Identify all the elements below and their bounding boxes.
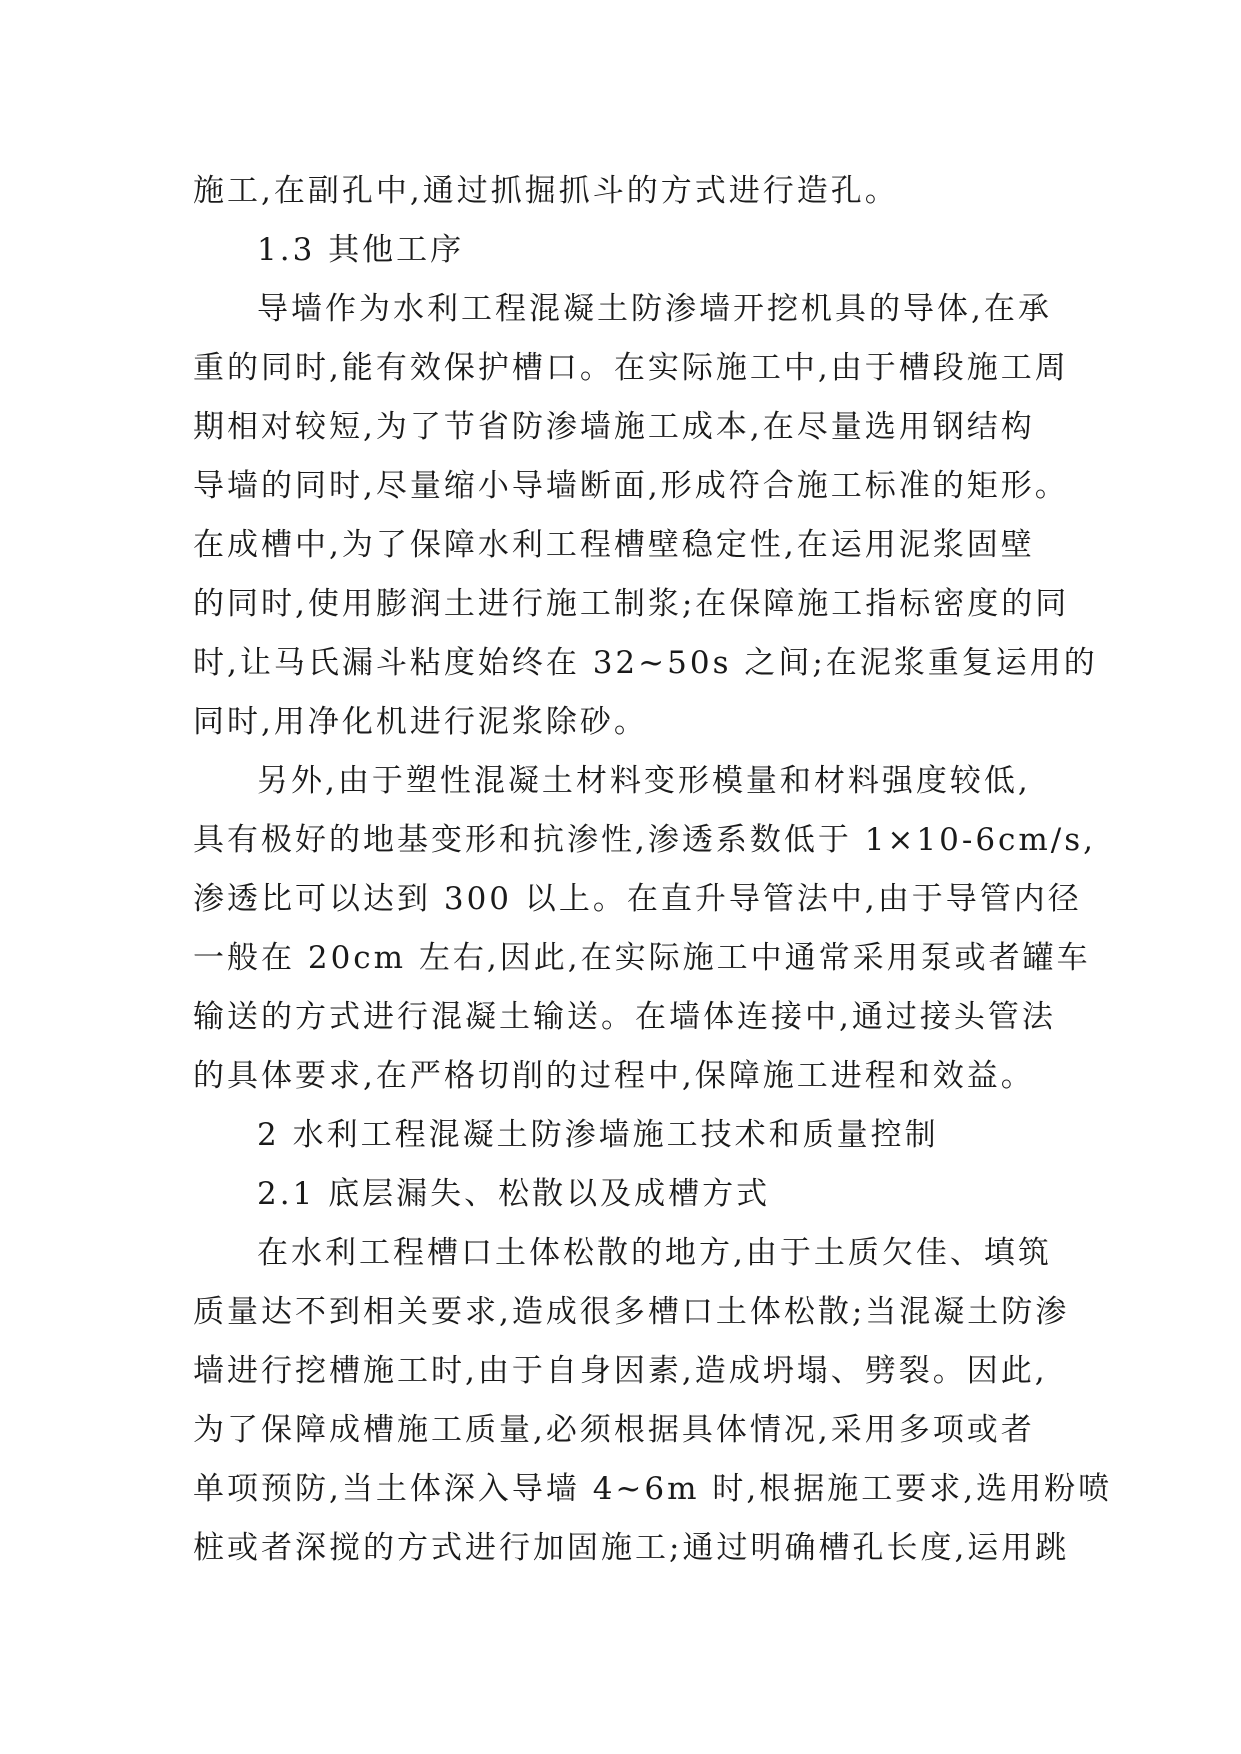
text-line-continuation: 施工,在副孔中,通过抓掘抓斗的方式进行造孔。 (193, 173, 899, 209)
paragraph-line: 在成槽中,为了保障水利工程槽壁稳定性,在运用泥浆固壁 (193, 527, 1035, 563)
paragraph-line: 桩或者深搅的方式进行加固施工;通过明确槽孔长度,运用跳 (193, 1530, 1070, 1566)
section-heading-2-1: 2.1 底层漏失、松散以及成槽方式 (257, 1176, 771, 1212)
paragraph-line: 一般在 20cm 左右,因此,在实际施工中通常采用泵或者罐车 (193, 940, 1091, 976)
paragraph-line: 导墙的同时,尽量缩小导墙断面,形成符合施工标准的矩形。 (193, 468, 1069, 504)
paragraph-line: 导墙作为水利工程混凝土防渗墙开挖机具的导体,在承 (257, 291, 1052, 327)
paragraph-line: 质量达不到相关要求,造成很多槽口土体松散;当混凝土防渗 (193, 1294, 1070, 1330)
paragraph-line: 的同时,使用膨润土进行施工制浆;在保障施工指标密度的同 (193, 586, 1070, 622)
paragraph-line: 输送的方式进行混凝土输送。在墙体连接中,通过接头管法 (193, 999, 1056, 1035)
paragraph-line: 另外,由于塑性混凝土材料变形模量和材料强度较低, (257, 763, 1031, 799)
paragraph-line: 墙进行挖槽施工时,由于自身因素,造成坍塌、劈裂。因此, (193, 1353, 1048, 1389)
paragraph-line: 的具体要求,在严格切削的过程中,保障施工进程和效益。 (193, 1058, 1035, 1094)
paragraph-line: 在水利工程槽口土体松散的地方,由于土质欠佳、填筑 (257, 1235, 1052, 1271)
paragraph-line: 时,让马氏漏斗粘度始终在 32~50s 之间;在泥浆重复运用的 (193, 645, 1098, 681)
section-heading-1-3: 1.3 其他工序 (257, 232, 465, 268)
paragraph-line: 具有极好的地基变形和抗渗性,渗透系数低于 1×10-6cm/s, (193, 822, 1097, 858)
section-heading-2: 2 水利工程混凝土防渗墙施工技术和质量控制 (257, 1117, 939, 1153)
paragraph-line: 渗透比可以达到 300 以上。在直升导管法中,由于导管内径 (193, 881, 1082, 917)
paragraph-line: 同时,用净化机进行泥浆除砂。 (193, 704, 648, 740)
paragraph-line: 单项预防,当土体深入导墙 4~6m 时,根据施工要求,选用粉喷 (193, 1471, 1113, 1507)
paragraph-line: 为了保障成槽施工质量,必须根据具体情况,采用多项或者 (193, 1412, 1035, 1448)
paragraph-line: 期相对较短,为了节省防渗墙施工成本,在尽量选用钢结构 (193, 409, 1035, 445)
paragraph-line: 重的同时,能有效保护槽口。在实际施工中,由于槽段施工周 (193, 350, 1069, 386)
body-text (193, 162, 1113, 1578)
